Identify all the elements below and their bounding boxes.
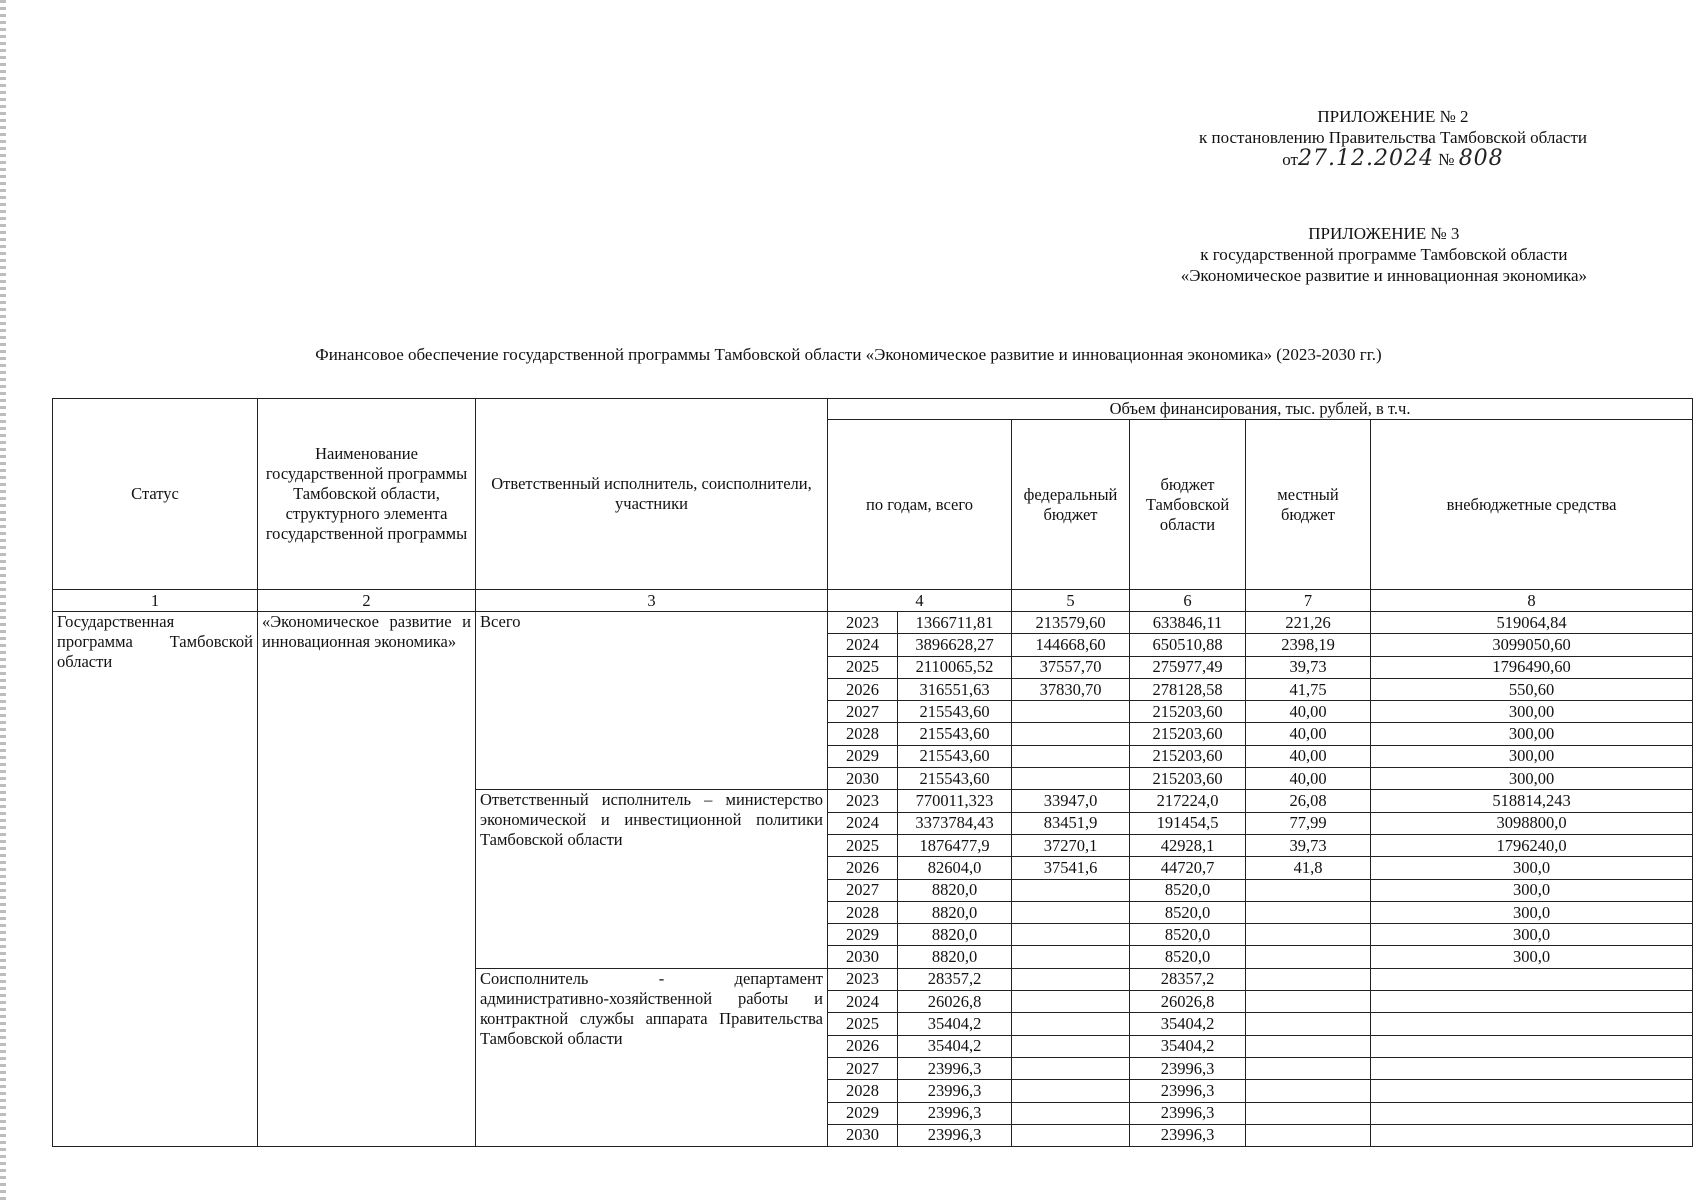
federal-cell xyxy=(1012,1035,1130,1057)
offbudget-cell: 300,0 xyxy=(1371,946,1693,968)
local-cell: 39,73 xyxy=(1246,834,1371,856)
regional-cell: 191454,5 xyxy=(1130,812,1246,834)
local-cell xyxy=(1246,991,1371,1013)
header-regional: бюджет Тамбовской области xyxy=(1130,420,1246,590)
total-cell: 23996,3 xyxy=(898,1057,1012,1079)
federal-cell xyxy=(1012,879,1130,901)
regional-cell: 215203,60 xyxy=(1130,701,1246,723)
total-cell: 82604,0 xyxy=(898,857,1012,879)
local-cell: 39,73 xyxy=(1246,656,1371,678)
total-cell: 3896628,27 xyxy=(898,634,1012,656)
local-cell: 40,00 xyxy=(1246,701,1371,723)
year-cell: 2025 xyxy=(828,834,898,856)
regional-cell: 275977,49 xyxy=(1130,656,1246,678)
appendix-3-line1: к государственной программе Тамбовской области xyxy=(1200,245,1568,264)
offbudget-cell: 518814,243 xyxy=(1371,790,1693,812)
regional-cell: 8520,0 xyxy=(1130,901,1246,923)
local-cell xyxy=(1246,1035,1371,1057)
header-volume: Объем финансирования, тыс. рублей, в т.ч. xyxy=(828,399,1693,420)
year-cell: 2024 xyxy=(828,991,898,1013)
regional-cell: 650510,88 xyxy=(1130,634,1246,656)
regional-cell: 633846,11 xyxy=(1130,612,1246,634)
federal-cell xyxy=(1012,1102,1130,1124)
status-cell: Государственная программа Тамбовской области xyxy=(53,612,258,1147)
year-cell: 2029 xyxy=(828,1102,898,1124)
appendix-3-line2: «Экономическое развитие и инновационная экономика» xyxy=(1180,266,1587,285)
local-cell: 41,75 xyxy=(1246,678,1371,700)
offbudget-cell: 300,00 xyxy=(1371,768,1693,790)
local-cell: 77,99 xyxy=(1246,812,1371,834)
federal-cell xyxy=(1012,968,1130,990)
federal-cell: 33947,0 xyxy=(1012,790,1130,812)
total-cell: 1366711,81 xyxy=(898,612,1012,634)
federal-cell: 144668,60 xyxy=(1012,634,1130,656)
local-cell xyxy=(1246,1102,1371,1124)
federal-cell: 37830,70 xyxy=(1012,678,1130,700)
regional-cell: 215203,60 xyxy=(1130,723,1246,745)
header-total: по годам, всего xyxy=(828,420,1012,590)
executor-cell: Соисполнитель - департамент административно-хозяйственной работы и контрактной службы аппарата Правительства Тамбовской области xyxy=(476,968,828,1146)
total-cell: 8820,0 xyxy=(898,946,1012,968)
total-cell: 23996,3 xyxy=(898,1102,1012,1124)
total-cell: 26026,8 xyxy=(898,991,1012,1013)
offbudget-cell xyxy=(1371,1124,1693,1146)
offbudget-cell: 1796490,60 xyxy=(1371,656,1693,678)
regional-cell: 8520,0 xyxy=(1130,879,1246,901)
offbudget-cell: 300,0 xyxy=(1371,879,1693,901)
local-cell: 221,26 xyxy=(1246,612,1371,634)
year-cell: 2027 xyxy=(828,879,898,901)
regional-cell: 28357,2 xyxy=(1130,968,1246,990)
header-local: местный бюджет xyxy=(1246,420,1371,590)
federal-cell xyxy=(1012,946,1130,968)
number-prefix: № xyxy=(1438,150,1455,169)
regional-cell: 217224,0 xyxy=(1130,790,1246,812)
total-cell: 316551,63 xyxy=(898,678,1012,700)
offbudget-cell: 3099050,60 xyxy=(1371,634,1693,656)
regional-cell: 44720,7 xyxy=(1130,857,1246,879)
header-federal: федеральный бюджет xyxy=(1012,420,1130,590)
regional-cell: 23996,3 xyxy=(1130,1124,1246,1146)
local-cell: 2398,19 xyxy=(1246,634,1371,656)
federal-cell xyxy=(1012,991,1130,1013)
federal-cell xyxy=(1012,901,1130,923)
document-title: Финансовое обеспечение государственной программы Тамбовской области «Экономическое развитие и инновационная экономика» (2023-2030 гг.) xyxy=(315,345,1382,364)
handwritten-date: 27.12.2024 xyxy=(1297,146,1434,171)
federal-cell xyxy=(1012,723,1130,745)
total-cell: 23996,3 xyxy=(898,1124,1012,1146)
col-number: 1 xyxy=(53,590,258,612)
executor-cell: Всего xyxy=(476,612,828,790)
total-cell: 35404,2 xyxy=(898,1035,1012,1057)
total-cell: 1876477,9 xyxy=(898,834,1012,856)
offbudget-cell: 300,0 xyxy=(1371,901,1693,923)
federal-cell xyxy=(1012,924,1130,946)
local-cell: 40,00 xyxy=(1246,768,1371,790)
appendix-3-block xyxy=(1181,223,1587,286)
year-cell: 2025 xyxy=(828,1013,898,1035)
handwritten-number: 808 xyxy=(1458,146,1504,171)
col-number: 5 xyxy=(1012,590,1130,612)
federal-cell: 37541,6 xyxy=(1012,857,1130,879)
year-cell: 2030 xyxy=(828,946,898,968)
local-cell xyxy=(1246,1057,1371,1079)
local-cell xyxy=(1246,924,1371,946)
appendix-2-line: к постановлению Правительства Тамбовской области xyxy=(1198,128,1587,147)
federal-cell xyxy=(1012,1013,1130,1035)
col-number: 7 xyxy=(1246,590,1371,612)
offbudget-cell xyxy=(1371,1035,1693,1057)
regional-cell: 8520,0 xyxy=(1130,946,1246,968)
year-cell: 2029 xyxy=(828,924,898,946)
total-cell: 35404,2 xyxy=(898,1013,1012,1035)
local-cell xyxy=(1246,879,1371,901)
total-cell: 3373784,43 xyxy=(898,812,1012,834)
year-cell: 2023 xyxy=(828,612,898,634)
local-cell: 40,00 xyxy=(1246,723,1371,745)
total-cell: 215543,60 xyxy=(898,701,1012,723)
col-number: 8 xyxy=(1371,590,1693,612)
regional-cell: 278128,58 xyxy=(1130,678,1246,700)
federal-cell xyxy=(1012,1124,1130,1146)
federal-cell xyxy=(1012,1057,1130,1079)
regional-cell: 23996,3 xyxy=(1130,1080,1246,1102)
header-status: Статус xyxy=(53,399,258,590)
offbudget-cell xyxy=(1371,991,1693,1013)
regional-cell: 23996,3 xyxy=(1130,1102,1246,1124)
total-cell: 28357,2 xyxy=(898,968,1012,990)
appendix-3-title: ПРИЛОЖЕНИЕ № 3 xyxy=(1308,224,1460,243)
offbudget-cell: 1796240,0 xyxy=(1371,834,1693,856)
regional-cell: 26026,8 xyxy=(1130,991,1246,1013)
scan-edge xyxy=(0,0,6,1200)
table-row xyxy=(53,612,1693,634)
federal-cell xyxy=(1012,768,1130,790)
year-cell: 2025 xyxy=(828,656,898,678)
year-cell: 2024 xyxy=(828,812,898,834)
total-cell: 8820,0 xyxy=(898,924,1012,946)
federal-cell: 213579,60 xyxy=(1012,612,1130,634)
offbudget-cell xyxy=(1371,1080,1693,1102)
year-cell: 2026 xyxy=(828,857,898,879)
local-cell xyxy=(1246,946,1371,968)
federal-cell: 83451,9 xyxy=(1012,812,1130,834)
financing-table xyxy=(52,398,1693,1147)
header-offbudget: внебюджетные средства xyxy=(1371,420,1693,590)
local-cell: 40,00 xyxy=(1246,745,1371,767)
federal-cell xyxy=(1012,701,1130,723)
regional-cell: 215203,60 xyxy=(1130,745,1246,767)
regional-cell: 8520,0 xyxy=(1130,924,1246,946)
federal-cell: 37557,70 xyxy=(1012,656,1130,678)
year-cell: 2029 xyxy=(828,745,898,767)
regional-cell: 23996,3 xyxy=(1130,1057,1246,1079)
regional-cell: 35404,2 xyxy=(1130,1035,1246,1057)
local-cell xyxy=(1246,1124,1371,1146)
offbudget-cell: 300,00 xyxy=(1371,745,1693,767)
offbudget-cell xyxy=(1371,1057,1693,1079)
year-cell: 2028 xyxy=(828,1080,898,1102)
total-cell: 215543,60 xyxy=(898,745,1012,767)
regional-cell: 35404,2 xyxy=(1130,1013,1246,1035)
offbudget-cell xyxy=(1371,1013,1693,1035)
total-cell: 8820,0 xyxy=(898,901,1012,923)
year-cell: 2030 xyxy=(828,1124,898,1146)
year-cell: 2023 xyxy=(828,968,898,990)
header-executor: Ответственный исполнитель, соисполнители, участники xyxy=(476,399,828,590)
offbudget-cell: 3098800,0 xyxy=(1371,812,1693,834)
offbudget-cell: 300,00 xyxy=(1371,723,1693,745)
offbudget-cell: 550,60 xyxy=(1371,678,1693,700)
year-cell: 2024 xyxy=(828,634,898,656)
year-cell: 2027 xyxy=(828,1057,898,1079)
program-name-cell: «Экономическое развитие и инновационная экономика» xyxy=(258,612,476,1147)
header-name: Наименование государственной программы Тамбовской области, структурного элемента государственной программы xyxy=(258,399,476,590)
col-number: 6 xyxy=(1130,590,1246,612)
year-cell: 2026 xyxy=(828,1035,898,1057)
appendix-2-date-line xyxy=(1199,148,1587,170)
local-cell: 41,8 xyxy=(1246,857,1371,879)
local-cell: 26,08 xyxy=(1246,790,1371,812)
total-cell: 2110065,52 xyxy=(898,656,1012,678)
local-cell xyxy=(1246,901,1371,923)
year-cell: 2027 xyxy=(828,701,898,723)
offbudget-cell xyxy=(1371,968,1693,990)
offbudget-cell xyxy=(1371,1102,1693,1124)
offbudget-cell: 519064,84 xyxy=(1371,612,1693,634)
year-cell: 2023 xyxy=(828,790,898,812)
year-cell: 2030 xyxy=(828,768,898,790)
appendix-2-title: ПРИЛОЖЕНИЕ № 2 xyxy=(1317,107,1469,126)
offbudget-cell: 300,0 xyxy=(1371,924,1693,946)
total-cell: 23996,3 xyxy=(898,1080,1012,1102)
col-number: 4 xyxy=(828,590,1012,612)
date-prefix: от xyxy=(1282,150,1298,169)
year-cell: 2028 xyxy=(828,901,898,923)
regional-cell: 42928,1 xyxy=(1130,834,1246,856)
appendix-2-block xyxy=(1199,106,1587,170)
year-cell: 2028 xyxy=(828,723,898,745)
regional-cell: 215203,60 xyxy=(1130,768,1246,790)
federal-cell: 37270,1 xyxy=(1012,834,1130,856)
federal-cell xyxy=(1012,745,1130,767)
offbudget-cell: 300,0 xyxy=(1371,857,1693,879)
total-cell: 8820,0 xyxy=(898,879,1012,901)
local-cell xyxy=(1246,1080,1371,1102)
offbudget-cell: 300,00 xyxy=(1371,701,1693,723)
local-cell xyxy=(1246,968,1371,990)
col-number: 2 xyxy=(258,590,476,612)
federal-cell xyxy=(1012,1080,1130,1102)
executor-cell: Ответственный исполнитель – министерство экономической и инвестиционной политики Тамбовской области xyxy=(476,790,828,968)
total-cell: 215543,60 xyxy=(898,768,1012,790)
total-cell: 770011,323 xyxy=(898,790,1012,812)
year-cell: 2026 xyxy=(828,678,898,700)
local-cell xyxy=(1246,1013,1371,1035)
total-cell: 215543,60 xyxy=(898,723,1012,745)
col-number: 3 xyxy=(476,590,828,612)
